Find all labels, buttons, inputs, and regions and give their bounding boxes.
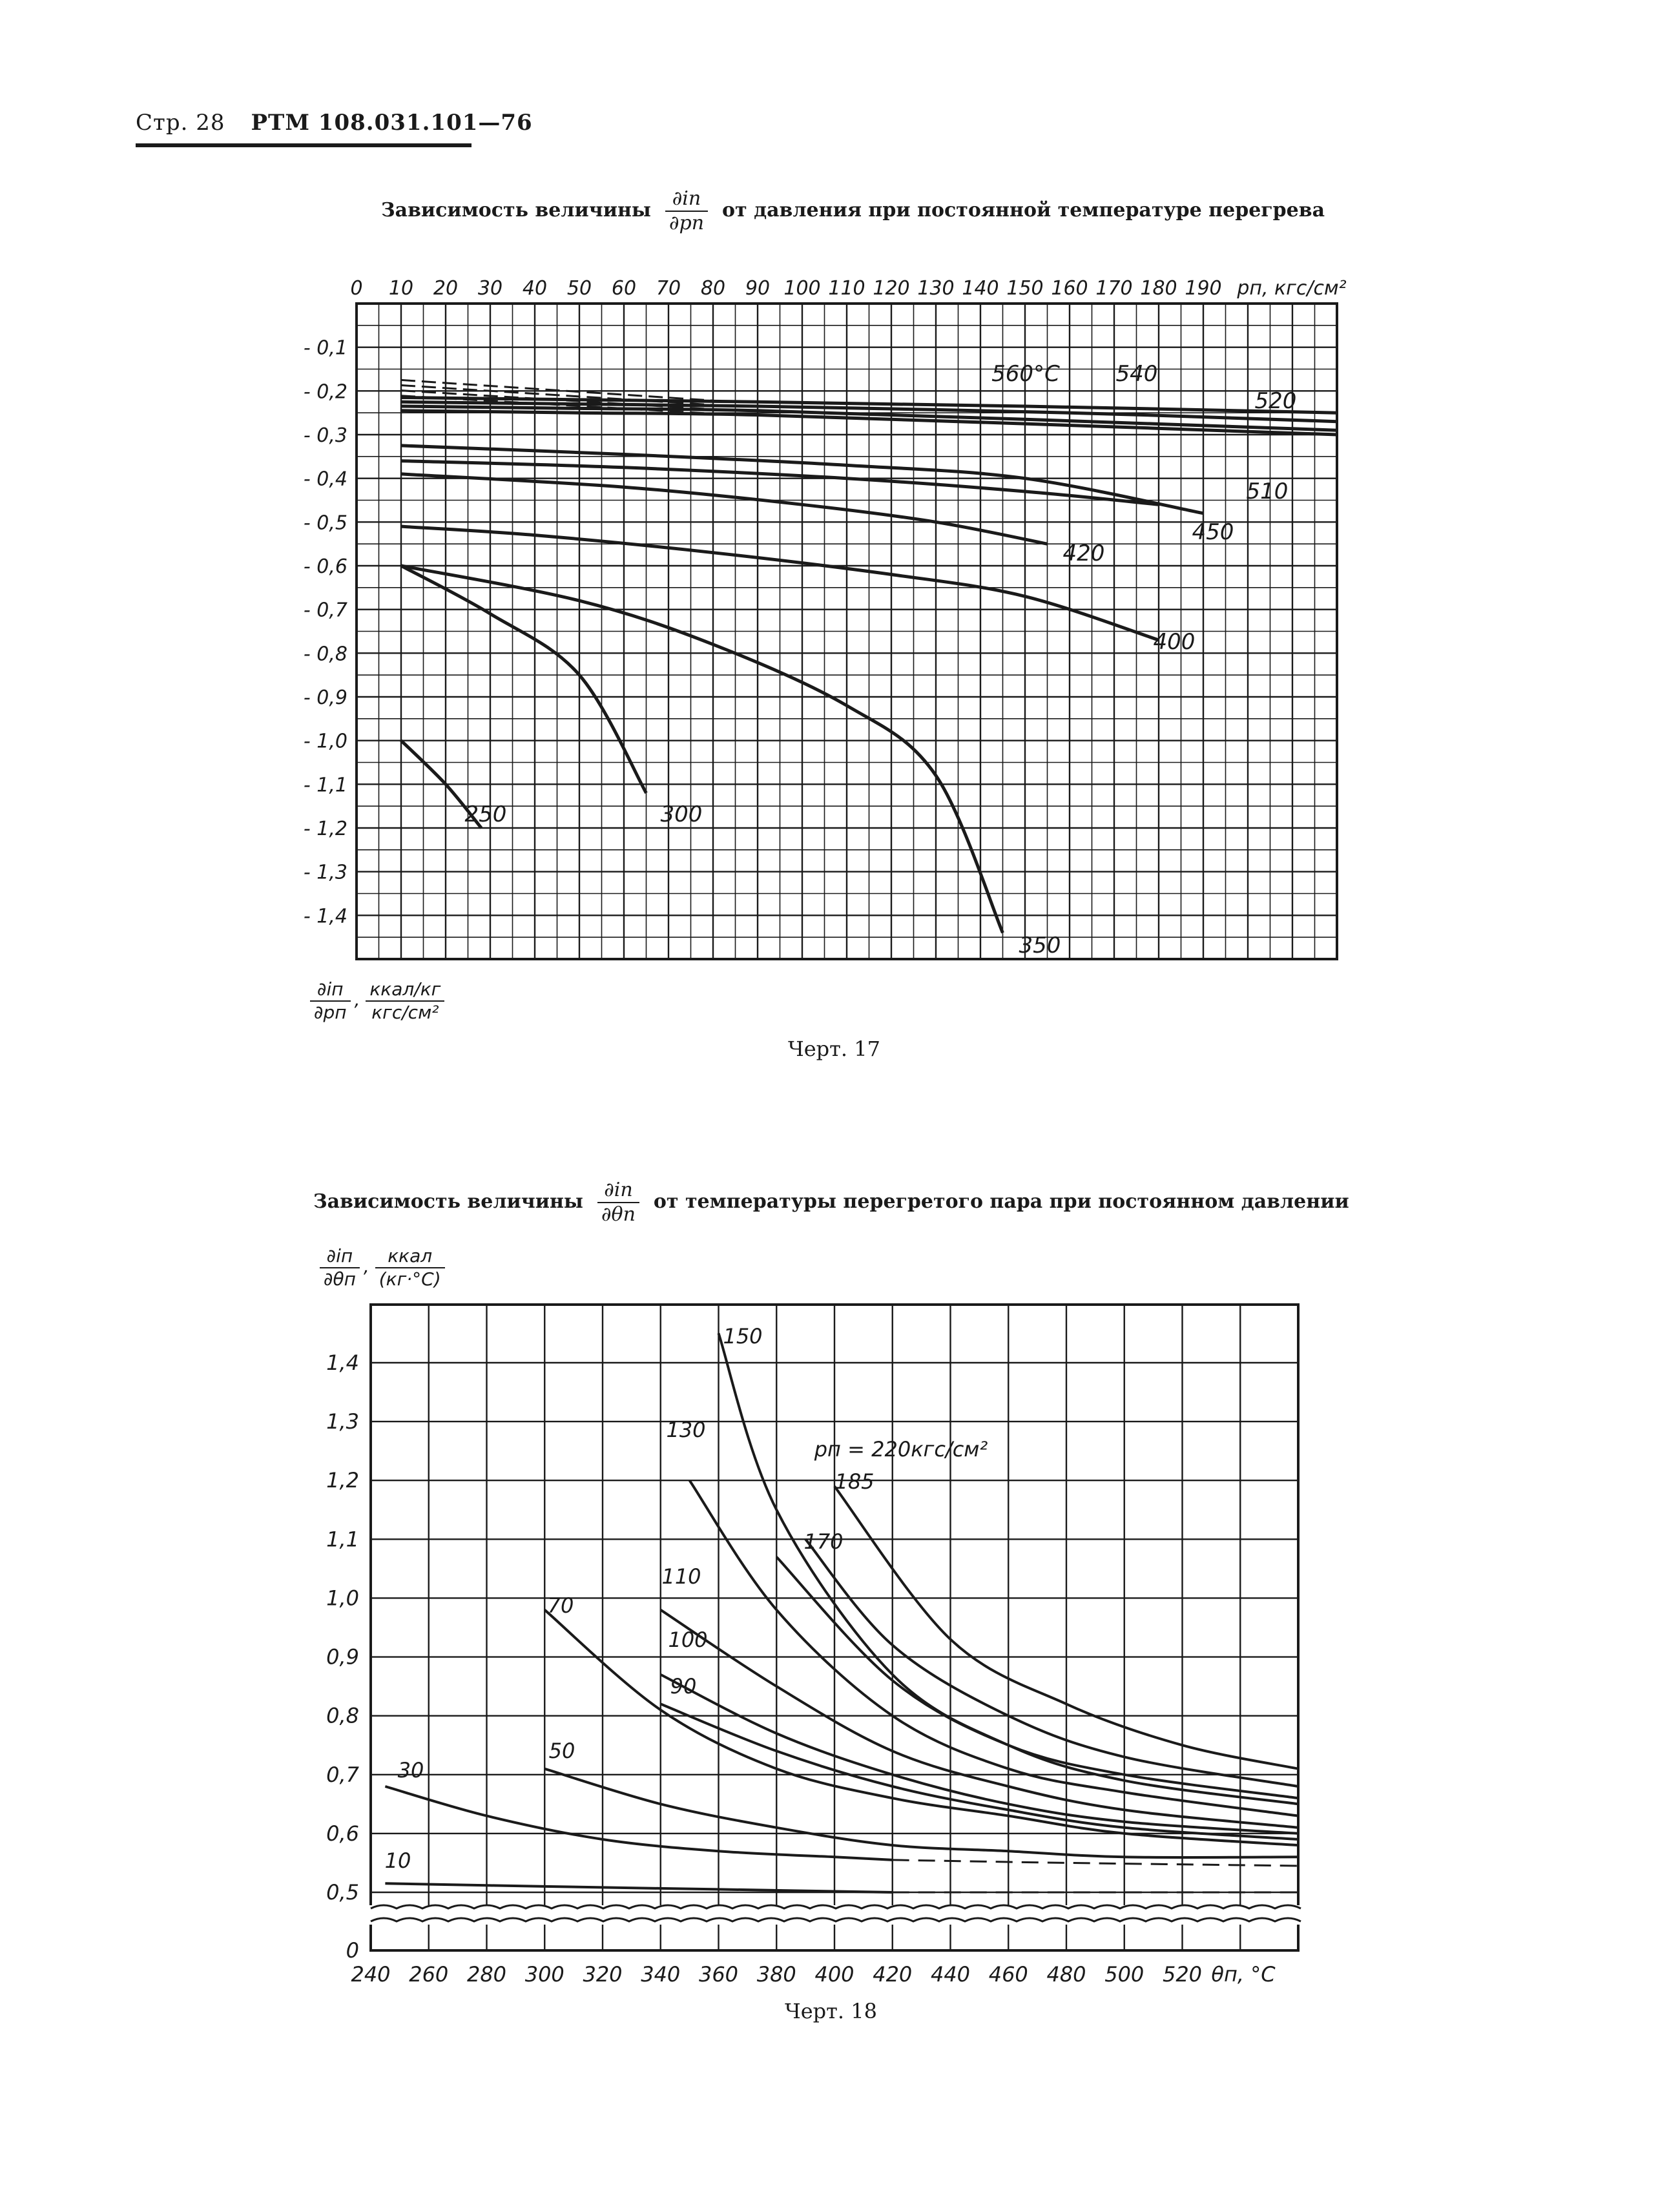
chart17-x-tick-label: 160 [1051, 277, 1088, 300]
chart18-title-post: от температуры перегретого пара при постоянном давлении [653, 1190, 1349, 1213]
chart18-curve-label: 185 [834, 1469, 875, 1494]
chart17-y-tick-label: - 1,2 [303, 818, 347, 840]
chart17-curve-label: 450 [1192, 519, 1234, 545]
chart18-ylabel-den: ∂θп [324, 1268, 356, 1290]
chart18-caption: Черт. 18 [785, 1999, 877, 2023]
document-code: РТМ 108.031.101—76 [251, 110, 533, 136]
chart18-y-tick-label: 0,5 [326, 1880, 359, 1905]
chart17-y-tick-label: - 0,4 [303, 468, 347, 491]
chart17-x-tick-label: 60 [611, 277, 637, 300]
chart18-title-den: ∂θп [601, 1203, 636, 1226]
chart18-x-tick-label: 400 [814, 1962, 855, 1987]
chart18-x-tick-label: 360 [698, 1962, 739, 1987]
chart17-title-pre: Зависимость величины [381, 199, 651, 222]
chart17-x-tick-label: 150 [1006, 277, 1044, 300]
chart18-curve-label: 10 [384, 1848, 411, 1873]
chart18-y-tick-label: 0,9 [326, 1644, 359, 1669]
chart17-y-tick-label: - 1,1 [303, 774, 347, 797]
chart17-x-unit: pп, кгс/см² [1237, 277, 1347, 300]
chart18-series-dashed-30 [893, 1860, 1298, 1866]
chart17-x-tick-label: 0 [350, 277, 363, 300]
chart17-curve-label: 400 [1153, 629, 1196, 655]
chart17-x-tick-label: 180 [1140, 277, 1177, 300]
chart17-x-tick-label: 170 [1095, 277, 1133, 300]
chart18-y-tick-label: 1,3 [326, 1409, 359, 1434]
chart18-x-tick-label: 300 [524, 1962, 565, 1987]
chart18-yunit-num: ккал [375, 1245, 445, 1268]
chart17-yunit-den: кгс/см² [371, 1001, 439, 1023]
chart18-y-tick-label: 1,1 [326, 1527, 359, 1552]
chart18-curve-label: 30 [397, 1758, 424, 1783]
chart17-x-tick-label: 190 [1185, 277, 1222, 300]
chart17-y-tick-label: - 0,8 [303, 643, 347, 666]
chart17-ylabel-den: ∂pп [314, 1001, 347, 1023]
chart18-x-tick-label: 520 [1162, 1962, 1203, 1987]
chart17-y-tick-label: - 1,0 [303, 730, 347, 753]
chart17-curve-label: 350 [1019, 933, 1061, 958]
chart17-title-num: ∂iп [665, 187, 708, 212]
chart18-series-line-110 [661, 1610, 1298, 1828]
chart18-x-tick-label: 320 [583, 1962, 623, 1987]
chart18-curve-label: 100 [668, 1628, 708, 1652]
chart17-curve-label: 560°C [991, 361, 1060, 387]
chart17-x-tick-label: 10 [388, 277, 414, 300]
chart18-series-line-70 [544, 1610, 1298, 1845]
chart18-series-line-130 [690, 1480, 1298, 1815]
chart18-y-tick-label: 0 [346, 1938, 359, 1963]
page-number: Стр. 28 [136, 110, 225, 136]
chart18-curve-label: 70 [547, 1593, 574, 1618]
chart18-series-line-10 [385, 1883, 892, 1892]
chart18-series-line-185 [805, 1539, 1298, 1786]
chart18-ylabel-num: ∂iп [320, 1245, 360, 1268]
chart18-y-tick-label: 1,0 [326, 1586, 359, 1611]
chart18-y-tick-label: 1,2 [326, 1468, 359, 1493]
chart18-x-unit: θп, °C [1211, 1962, 1276, 1987]
chart18-x-tick-label: 240 [351, 1962, 391, 1987]
chart17-x-tick-label: 120 [873, 277, 910, 300]
chart18-ylabel: $\frac{\partial iп}{\partial\theta п}$ , $\frac{\text{ккал}}{(кг\cdot^\circ C)}$ [320, 1245, 449, 1290]
chart18-curve-label: 130 [666, 1418, 706, 1442]
chart18-y-tick-label: 1,4 [326, 1350, 359, 1375]
chart17-y-tick-label: - 0,6 [303, 555, 347, 578]
chart18-curve-label: 50 [548, 1739, 575, 1763]
chart17-curve-label: 510 [1246, 479, 1289, 504]
chart18-series-line-100 [661, 1675, 1298, 1834]
chart17-x-tick-label: 80 [700, 277, 726, 300]
chart17-x-tick-label: 50 [566, 277, 592, 300]
chart18-curve-label: 110 [661, 1564, 701, 1589]
chart17-y-tick-label: - 1,4 [303, 905, 347, 928]
chart17-x-tick-label: 90 [745, 277, 771, 300]
chart17-x-tick-label: 20 [433, 277, 459, 300]
chart18-x-tick-label: 340 [641, 1962, 681, 1987]
chart18-yunit-den: (кг·°C) [378, 1268, 441, 1290]
chart17-title-post: от давления при постоянной температуре перегрева [722, 199, 1325, 222]
chart17-x-tick-label: 70 [656, 277, 681, 300]
chart17-curve-label: 520 [1254, 388, 1297, 414]
chart17-curve-label: 540 [1115, 361, 1158, 387]
chart17-curve-label: 300 [660, 801, 703, 827]
chart17-yunit-num: ккал/кг [366, 978, 444, 1002]
chart18-x-tick-label: 260 [409, 1962, 449, 1987]
chart18-y-tick-label: 0,7 [326, 1762, 359, 1787]
chart18-curve-label: pп = 220кгс/см² [814, 1437, 988, 1462]
chart18-y-tick-label: 0,8 [326, 1703, 359, 1728]
chart18-curve-label: 170 [803, 1529, 844, 1554]
chart18-title-num: ∂iп [597, 1179, 639, 1203]
chart18-x-tick-label: 480 [1046, 1962, 1086, 1987]
chart17-y-tick-label: - 0,7 [303, 599, 347, 622]
chart17-caption: Черт. 17 [788, 1037, 880, 1061]
chart18-curve-label: 90 [670, 1674, 697, 1699]
chart17-curve-label: 250 [464, 801, 507, 827]
chart17-y-tick-label: - 1,3 [303, 861, 347, 884]
chart18-x-tick-label: 420 [873, 1962, 913, 1987]
chart17-x-tick-label: 140 [962, 277, 999, 300]
chart17-x-tick-label: 30 [477, 277, 503, 300]
chart17-ylabel: $\frac{\partial iп}{\partial pп}$ , $\frac{\text{ккал/кг}}{\text{кгс/см²}}$ [310, 978, 448, 1023]
chart18-y-tick-label: 0,6 [326, 1821, 359, 1846]
chart17-x-tick-label: 110 [828, 277, 865, 300]
chart18-title-pre: Зависимость величины [313, 1190, 583, 1213]
chart17-curve-label: 420 [1062, 541, 1105, 566]
chart18-x-tick-label: 380 [756, 1962, 796, 1987]
chart17-y-tick-label: - 0,9 [303, 687, 347, 709]
chart18-x-tick-label: 280 [466, 1962, 507, 1987]
chart18-x-tick-label: 440 [930, 1962, 971, 1987]
chart17-x-tick-label: 130 [917, 277, 955, 300]
chart18-x-tick-label: 500 [1104, 1962, 1145, 1987]
chart18-curve-label: 150 [723, 1324, 763, 1349]
chart17-x-tick-label: 100 [783, 277, 821, 300]
chart18-x-tick-label: 460 [988, 1962, 1028, 1987]
chart17-x-tick-label: 40 [522, 277, 548, 300]
chart17-y-tick-label: - 0,3 [303, 424, 347, 447]
chart17-ylabel-num: ∂iп [310, 978, 351, 1002]
chart17-title-den: ∂pп [669, 212, 705, 234]
chart17-y-tick-label: - 0,5 [303, 512, 347, 535]
chart17-y-tick-label: - 0,1 [303, 336, 347, 360]
chart17-y-tick-label: - 0,2 [303, 380, 347, 404]
